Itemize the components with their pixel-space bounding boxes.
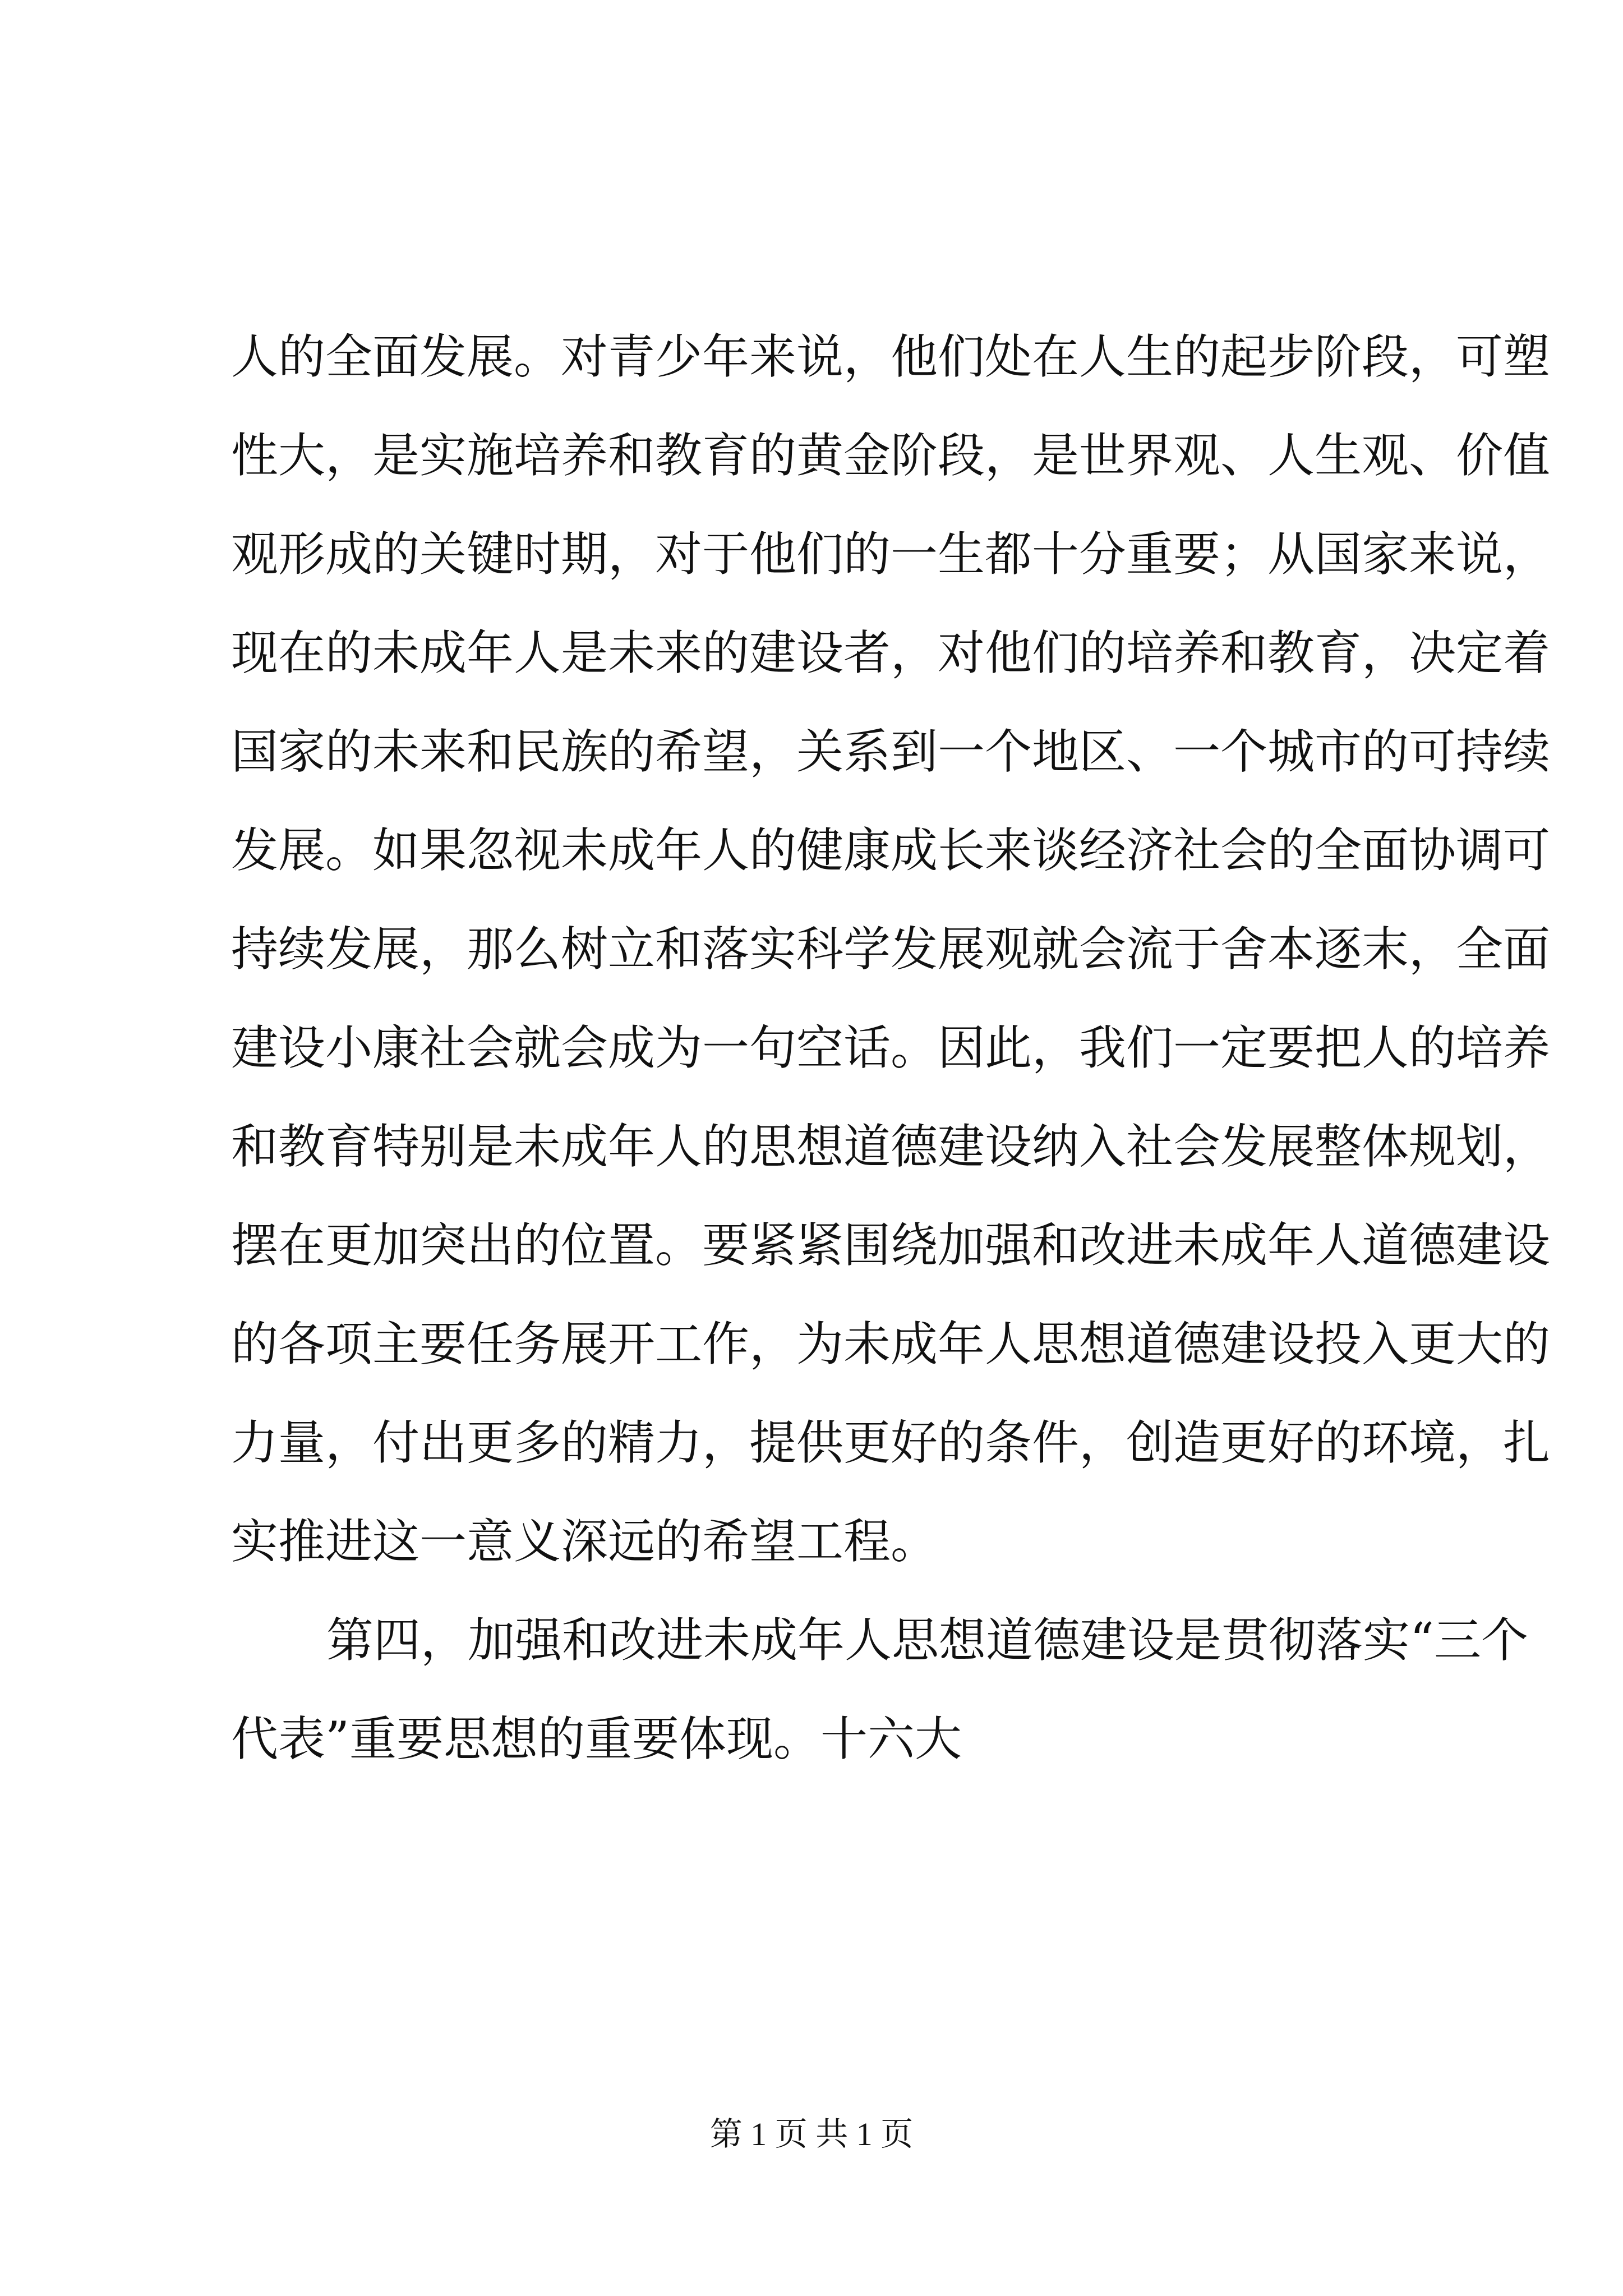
- text-line: 性大，是实施培养和教育的黄金阶段，是世界观、人生观、价值: [231, 428, 1551, 483]
- text-line: 人的全面发展。对青少年来说，他们处在人生的起步阶段，可塑: [231, 329, 1551, 384]
- text-line: 建设小康社会就会成为一句空话。因此，我们一定要把人的培养: [231, 1020, 1551, 1075]
- document-body: [231, 307, 1551, 1788]
- text-line: 持续发展，那么树立和落实科学发展观就会流于舍本逐末，全面: [231, 922, 1551, 977]
- page-number-label: 第 1 页 共 1 页: [709, 2116, 914, 2152]
- text-line: 的各项主要任务展开工作，为未成年人思想道德建设投入更大的: [231, 1317, 1551, 1372]
- text-line: 现在的未成年人是未来的建设者，对他们的培养和教育，决定着: [231, 625, 1551, 680]
- text-line: 实推进这一意义深远的希望工程。: [231, 1514, 938, 1569]
- text-line: 国家的未来和民族的希望，关系到一个地区、一个城市的可持续: [231, 724, 1551, 779]
- text-line: 第四，加强和改进未成年人思想道德建设是贯彻落实“三个: [326, 1613, 1528, 1668]
- text-line: 代表”重要思想的重要体现。十六大: [231, 1711, 962, 1766]
- paragraph-1: [231, 307, 1551, 1591]
- page-footer: [0, 2112, 1623, 2157]
- text-line: 发展。如果忽视未成年人的健康成长来谈经济社会的全面协调可: [231, 823, 1551, 878]
- paragraph-2: [231, 1591, 1528, 1788]
- text-line: 力量，付出更多的精力，提供更好的条件，创造更好的环境，扎: [231, 1415, 1551, 1470]
- text-line: 观形成的关键时期，对于他们的一生都十分重要；从国家来说，: [231, 527, 1551, 582]
- text-line: 和教育特别是未成年人的思想道德建设纳入社会发展整体规划，: [231, 1119, 1551, 1174]
- text-line: 摆在更加突出的位置。要紧紧围绕加强和改进未成年人道德建设: [231, 1218, 1551, 1273]
